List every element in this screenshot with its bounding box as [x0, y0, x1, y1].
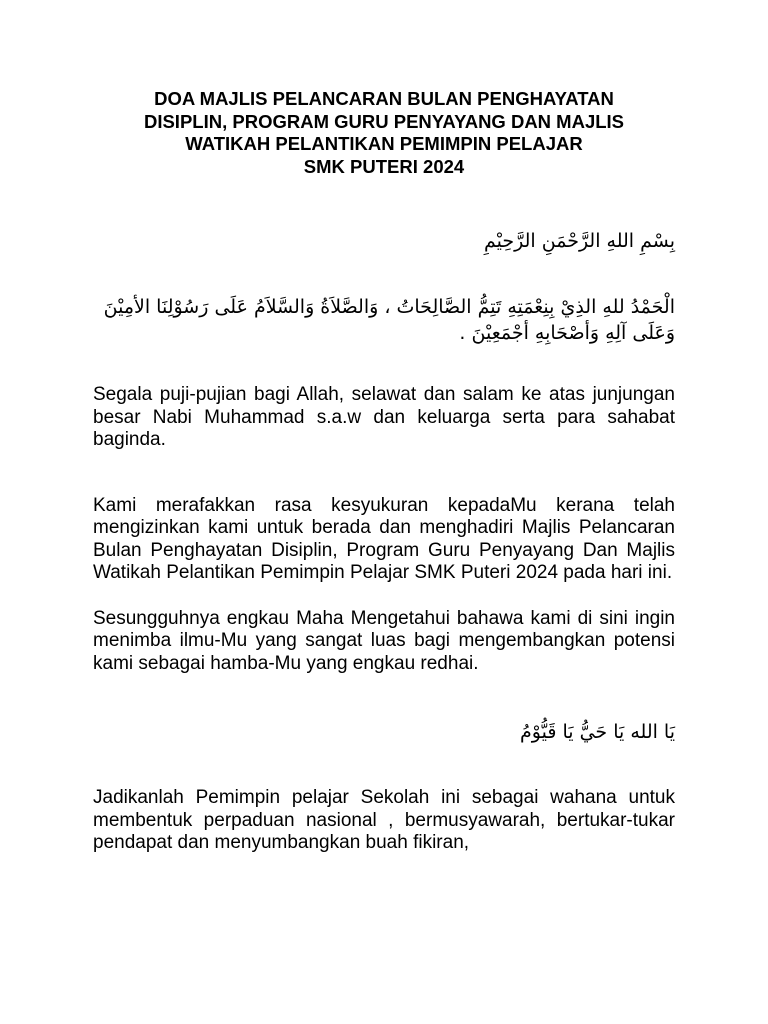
- paragraph-knowledge: Sesungguhnya engkau Maha Mengetahui bahawa kami di sini ingin menimba ilmu-Mu yang sangat luas bagi mengembangkan potensi kami sebagai hamba-Mu yang engkau redhai.: [93, 607, 675, 674]
- arabic-ya-allah: يَا الله يَا حَيُّ يَا قَيُّوْمُ: [520, 721, 675, 743]
- document-page: [93, 88, 675, 855]
- arabic-bismillah: بِسْمِ اللهِ الرَّحْمَنِ الرَّحِيْمِ: [484, 230, 675, 252]
- document-title: [93, 88, 675, 178]
- title-line-3: WATIKAH PELANTIKAN PEMIMPIN PELAJAR: [185, 133, 583, 154]
- title-line-2: DISIPLIN, PROGRAM GURU PENYAYANG DAN MAJLIS: [143, 110, 625, 132]
- arabic-hamdalah: الْحَمْدُ للهِ الذِيْ بِنِعْمَتِهِ تَتِمُّ الصَّالِحَاتُ ، وَالصَّلاَةُ وَالسَّلاَمُ عَلَى رَسُوْلِنَا الأمِيْنَ وَعَلَى آلِهِ وَأصْحَابِهِ أجْمَعِيْنَ .: [103, 296, 675, 344]
- title-line-4: SMK PUTERI 2024: [303, 155, 465, 177]
- title-line-1: DOA MAJLIS PELANCARAN BULAN PENGHAYATAN: [154, 88, 614, 109]
- paragraph-leaders: Jadikanlah Pemimpin pelajar Sekolah ini sebagai wahana untuk membentuk perpaduan nasional , bermusyawarah, bertukar-tukar pendapat dan menyumbangkan buah fikiran,: [93, 787, 675, 853]
- paragraph-gratitude: Kami merafakkan rasa kesyukuran kepadaMu kerana telah mengizinkan kami untuk berada dan menghadiri Majlis Pelancaran Bulan Penghayatan Disiplin, Program Guru Penyayang Dan Majlis Watikah Pelantikan Pemimpin Pelajar SMK Puteri 2024 pada hari ini.: [93, 494, 675, 583]
- paragraph-praise: Segala puji-pujian bagi Allah, selawat dan salam ke atas junjungan besar Nabi Muhammad s.a.w dan keluarga serta para sahabat baginda.: [93, 384, 675, 450]
